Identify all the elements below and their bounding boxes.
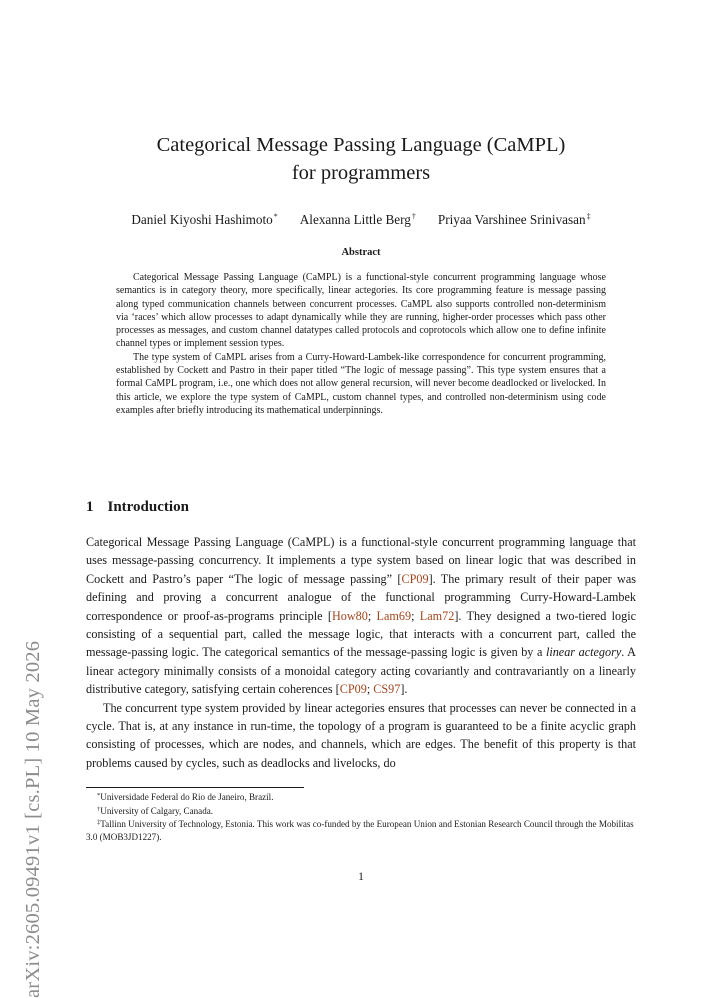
citation-link[interactable]: Lam69 xyxy=(376,608,412,623)
text-run: ]. xyxy=(400,682,408,697)
text-run: ; xyxy=(366,682,374,697)
author xyxy=(300,208,416,229)
body-paragraph-2: The concurrent type system provided by linear actegories ensures that processes can never be connected in a cycle. That is, at any instance in run-time, the topology of a program is guaranteed to be a finite acyclic graph consisting of processes, which are nodes, and channels, which are edges. The benefit of this property is that problems caused by cycles, such as deadlocks and livelocks, do xyxy=(86,700,636,770)
author-name: Alexanna Little Berg xyxy=(299,212,411,227)
footnote xyxy=(86,817,636,843)
abstract-body xyxy=(116,271,606,417)
citation-link[interactable]: How80 xyxy=(331,608,368,623)
text-run: ; xyxy=(367,608,377,623)
footnotes xyxy=(86,790,636,843)
footnote-text: Universidade Federal do Rio de Janeiro, Brazil. xyxy=(100,792,274,802)
section-number: 1 xyxy=(86,499,94,515)
citation-link[interactable]: CP09 xyxy=(401,571,429,586)
footnote xyxy=(86,790,636,804)
arxiv-stamp-text: arXiv:2605.09491v1 [cs.PL] 10 May 2026 xyxy=(22,640,44,998)
author-list xyxy=(86,208,636,229)
abstract-paragraph-1: Categorical Message Passing Language (CaMPL) is a functional-style concurrent programming language whose semantics is in category theory, more specifically, linear actegories. Its core programming feature is message passing along typed communication channels between concurrent processes. CaMPL also supports controlled non-determinism via ‘races’ which allow processes to adapt dynamically while they are running, higher-order processes which pass other processes as messages, and custom channel datatypes called protocols and coprotocols which allow one to define infinite channel types or implement session types. xyxy=(116,272,606,350)
emphasis: linear actegory xyxy=(545,645,622,660)
text-run: . A linear actegory minimally consists of a monoidal category acting covariantly and contravariantly on a linearly distributive category, satisfying certain coherences [ xyxy=(86,645,636,697)
footnote-mark: ‡ xyxy=(97,819,101,827)
footnote-divider xyxy=(86,787,304,788)
page-number: 1 xyxy=(358,871,364,883)
title-line-2: for programmers xyxy=(291,162,431,184)
author-name: Daniel Kiyoshi Hashimoto xyxy=(131,212,273,227)
footnote-text: University of Calgary, Canada. xyxy=(100,805,214,816)
title-line-1: Categorical Message Passing Language (CaMPL) xyxy=(156,134,566,156)
author-mark: † xyxy=(411,212,416,221)
author xyxy=(131,208,277,229)
footnote-mark: * xyxy=(97,792,101,799)
text-run: ]. They designed a two-tiered logic consisting of a sequential part, called the message logic, that interacts with a concurrent part, called the message-passing logic. The categorical semantics of the message-passing logic is given by a xyxy=(86,608,636,660)
citation-link[interactable]: CP09 xyxy=(339,682,367,697)
author-mark: ‡ xyxy=(586,212,591,221)
citation-link[interactable]: Lam72 xyxy=(419,608,455,623)
author-name: Priyaa Varshinee Srinivasan xyxy=(437,212,586,227)
body-paragraph-1 xyxy=(86,533,636,699)
body-text xyxy=(86,533,636,772)
footnote xyxy=(86,804,636,818)
text-run: ]. The primary result of their paper was defining and proving a concurrent analogue of the functional programming Curry-Howard-Lambek correspondence or proof-as-programs principle [ xyxy=(86,571,636,623)
footnote-mark: † xyxy=(97,805,101,813)
citation-link[interactable]: CS97 xyxy=(373,682,401,697)
paper-title xyxy=(86,131,636,187)
footnote-text: Tallinn University of Technology, Estonia. This work was co-funded by the European Union and Estonian Research Council through the Mobilitas 3.0 (MOB3JD1227). xyxy=(86,819,634,842)
author xyxy=(438,208,591,229)
section-heading xyxy=(86,499,189,516)
text-run: Categorical Message Passing Language (CaMPL) is a functional-style concurrent programming language that uses message-passing concurrency. It implements a type system based on linear logic that was described in Cockett and Pastro’s paper “The logic of message passing” [ xyxy=(86,535,636,586)
text-run: ; xyxy=(411,608,420,623)
abstract-paragraph-2: The type system of CaMPL arises from a Curry-Howard-Lambek-like correspondence for concurrent programming, established by Cockett and Pastro in their paper titled “The logic of message passing”. This type system ensures that a formal CaMPL program, i.e., one which does not allow general recursion, will never become deadlocked or livelocked. In this article, we explore the type system of CaMPL, custom channel types, and controlled non-determinism using code examples after briefly introducing its mathematical underpinnings. xyxy=(116,351,606,416)
section-title: Introduction xyxy=(107,499,189,515)
author-mark: * xyxy=(273,212,278,221)
abstract-heading: Abstract xyxy=(341,247,381,258)
arxiv-stamp xyxy=(13,258,53,998)
